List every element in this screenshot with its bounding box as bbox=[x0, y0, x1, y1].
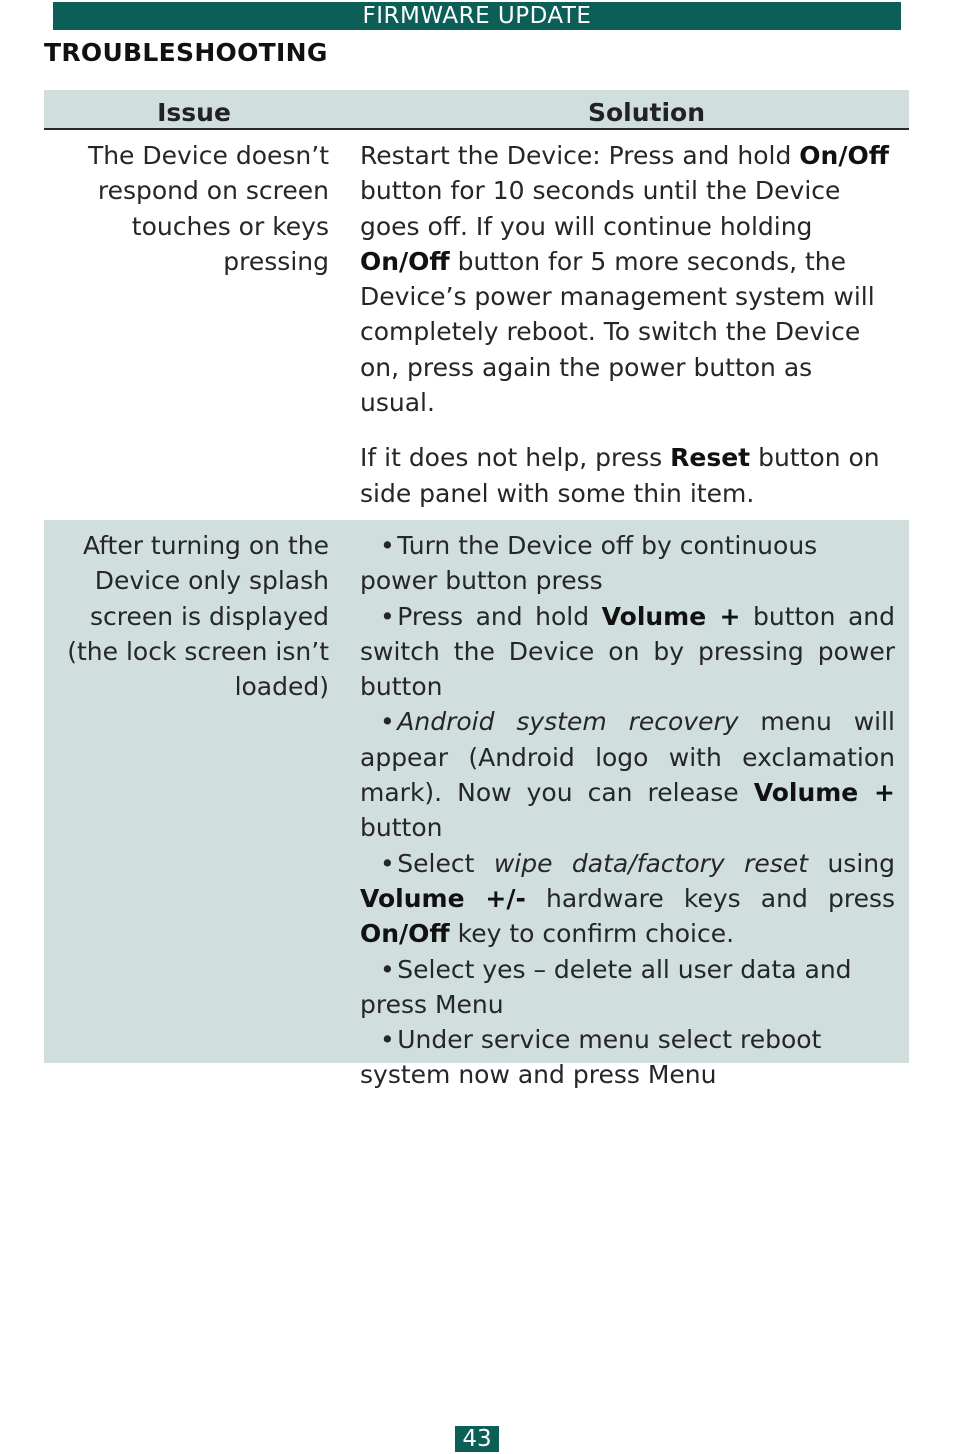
bullet-text: hardware keys and press bbox=[525, 883, 895, 913]
column-header-issue: Issue bbox=[157, 98, 231, 127]
bullet-menu-name: Android system recovery bbox=[397, 707, 739, 737]
table-row bbox=[44, 130, 909, 520]
solution-cell bbox=[360, 520, 896, 1090]
bullet-text: menu will appear (Android logo with exclamation mark). Now you can release bbox=[360, 707, 895, 808]
solution-bullet: • Select wipe data/factory reset using Volume +/- hardware keys and press On/Off key to confirm choice. bbox=[360, 848, 895, 949]
bullet-text: Select bbox=[397, 848, 494, 878]
bullet-menu-name: wipe data/factory reset bbox=[493, 848, 809, 878]
solution-cell bbox=[360, 130, 895, 520]
solution-text: button on side panel with some thin item. bbox=[360, 443, 880, 508]
bullet-text: Press and hold bbox=[397, 601, 602, 631]
section-title: TROUBLESHOOTING bbox=[44, 38, 328, 67]
solution-bullet: • Turn the Device off by continuous power button press bbox=[360, 531, 818, 596]
bullet-text: Select yes – delete all user data and press Menu bbox=[360, 954, 852, 1019]
issue-cell: After turning on the Device only splash screen is displayed (the lock screen isn’t loaded) bbox=[67, 531, 329, 702]
bullet-text: button bbox=[360, 813, 443, 843]
solution-bullet: • Under service menu select reboot system now and press Menu bbox=[360, 1025, 822, 1090]
bullet-text: Under service menu select reboot system now and press Menu bbox=[360, 1025, 822, 1090]
issue-cell: The Device doesn’t respond on screen touches or keys pressing bbox=[87, 141, 329, 276]
bullet-key-name: Volume +/- bbox=[360, 883, 526, 913]
table-row bbox=[44, 520, 909, 1090]
solution-bullet: • Press and hold Volume + button and switch the Device on by pressing power button bbox=[360, 601, 896, 702]
page-number: 43 bbox=[455, 1426, 499, 1452]
solution-text: Restart the Device: Press and hold bbox=[360, 141, 800, 170]
column-header-solution: Solution bbox=[587, 98, 706, 127]
page-header-title: FIRMWARE UPDATE bbox=[362, 3, 592, 29]
solution-text: button for 10 seconds until the Device goes off. If you will continue holding bbox=[360, 176, 841, 241]
solution-paragraph bbox=[360, 440, 895, 511]
solution-paragraph bbox=[360, 138, 895, 420]
bullet-key-name: Volume + bbox=[601, 601, 741, 631]
troubleshooting-table bbox=[44, 90, 909, 1090]
bullet-key-name: On/Off bbox=[360, 919, 450, 949]
solution-key-name: On/Off bbox=[360, 246, 450, 276]
bullet-text: key to confirm choice. bbox=[449, 919, 735, 949]
page-header-band bbox=[53, 2, 901, 30]
table-header bbox=[44, 90, 909, 130]
solution-key-name: Reset bbox=[670, 443, 751, 473]
bullet-text: using bbox=[808, 848, 895, 878]
bullet-key-name: Volume + bbox=[753, 778, 895, 808]
solution-text: button for 5 more seconds, the Device’s power management system will completely reboot. To switch the Device on, press again the power button as usual. bbox=[360, 246, 875, 418]
solution-bullet: • Android system recovery menu will appear (Android logo with exclamation mark). Now you can release Volume + button bbox=[360, 707, 895, 843]
bullet-text: Turn the Device off by continuous power button press bbox=[360, 531, 818, 596]
bullet-text: button and switch the Device on by pressing power button bbox=[360, 601, 896, 702]
solution-bullet: • Select yes – delete all user data and press Menu bbox=[360, 954, 852, 1019]
solution-text: If it does not help, press bbox=[360, 443, 671, 473]
solution-key-name: On/Off bbox=[799, 141, 889, 170]
